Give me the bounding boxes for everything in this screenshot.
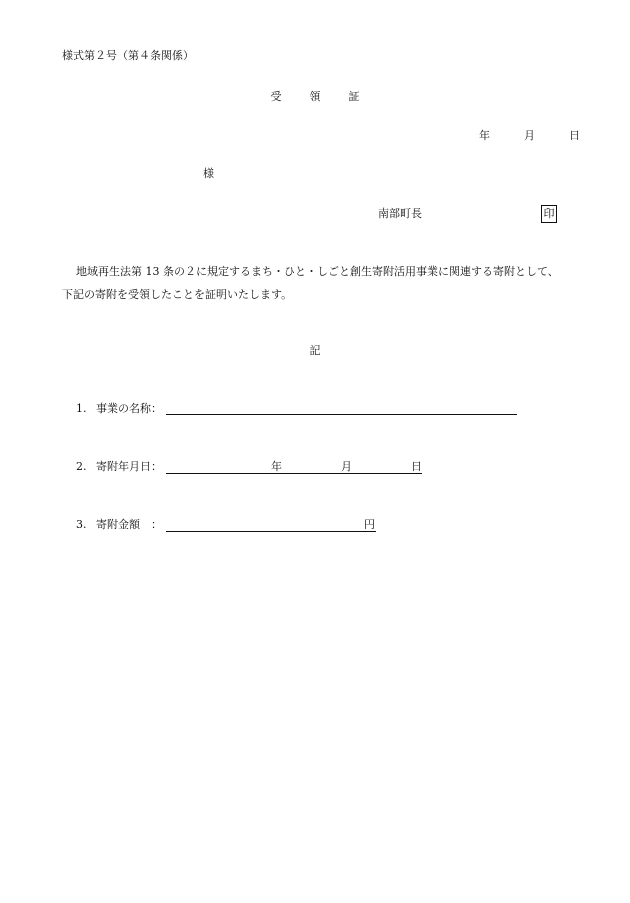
document-title: 受領証 [270, 90, 388, 103]
issuer-name: 南部町長 [378, 207, 422, 220]
donation-month-label: 月 [341, 460, 352, 473]
body-text-line-2: 下記の寄附を受領したことを証明いたします。 [62, 288, 293, 301]
donation-date-blank [166, 473, 422, 474]
donation-amount-blank [166, 531, 376, 532]
addressee-suffix: 様 [203, 167, 214, 180]
item-number: 1. [76, 402, 87, 415]
item-number: 3. [76, 518, 87, 531]
item-label: 寄附年月日： [96, 460, 162, 473]
amount-unit-label: 円 [364, 518, 375, 531]
date-month-label: 月 [524, 129, 535, 142]
body-text-line-1: 地域再生法第 13 条の２に規定するまち・ひと・しごと創生寄附活用事業に関連する寄附として、 [76, 265, 559, 278]
donation-year-label: 年 [271, 460, 282, 473]
ki-heading: 記 [309, 344, 321, 357]
item-number: 2. [76, 460, 87, 473]
donation-day-label: 日 [411, 460, 422, 473]
form-number: 様式第２号（第４条関係） [62, 49, 194, 62]
item-project-name [76, 402, 162, 416]
date-day-label: 日 [569, 129, 580, 142]
item-label: 事業の名称： [96, 402, 162, 415]
seal-mark: 印 [541, 205, 557, 223]
issue-date [479, 129, 580, 143]
item-donation-amount [76, 518, 162, 532]
item-donation-date [76, 460, 162, 474]
date-year-label: 年 [479, 129, 490, 142]
item-label: 寄附金額 ： [96, 518, 162, 531]
project-name-blank [166, 414, 517, 415]
